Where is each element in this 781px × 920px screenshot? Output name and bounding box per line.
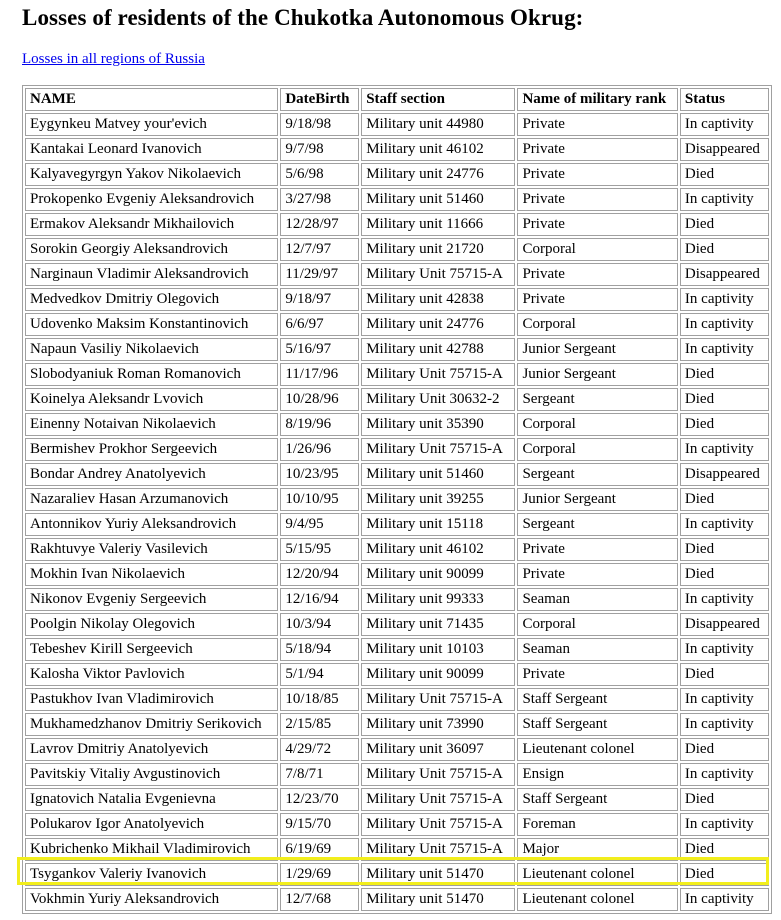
- header-status: Status: [680, 88, 769, 111]
- cell-name: Ignatovich Natalia Evgenievna: [25, 788, 278, 811]
- table-row: [25, 488, 769, 511]
- table-row: [25, 563, 769, 586]
- cell-military-rank: Sergeant: [517, 463, 677, 486]
- cell-military-rank: Seaman: [517, 638, 677, 661]
- cell-date-birth: 1/29/69: [280, 863, 359, 886]
- header-staff-section: Staff section: [361, 88, 515, 111]
- cell-name: Medvedkov Dmitriy Olegovich: [25, 288, 278, 311]
- cell-status: In captivity: [680, 813, 769, 836]
- cell-military-rank: Corporal: [517, 238, 677, 261]
- table-row: [25, 713, 769, 736]
- losses-table: [22, 85, 772, 914]
- cell-staff-section: Military unit 90099: [361, 563, 515, 586]
- cell-status: Died: [680, 738, 769, 761]
- cell-military-rank: Staff Sergeant: [517, 688, 677, 711]
- cell-military-rank: Corporal: [517, 613, 677, 636]
- cell-name: Ermakov Aleksandr Mikhailovich: [25, 213, 278, 236]
- cell-date-birth: 7/8/71: [280, 763, 359, 786]
- cell-military-rank: Private: [517, 113, 677, 136]
- table-row: [25, 763, 769, 786]
- cell-staff-section: Military unit 21720: [361, 238, 515, 261]
- cell-date-birth: 8/19/96: [280, 413, 359, 436]
- cell-status: Disappeared: [680, 263, 769, 286]
- cell-name: Kubrichenko Mikhail Vladimirovich: [25, 838, 278, 861]
- cell-name: Kalyavegyrgyn Yakov Nikolaevich: [25, 163, 278, 186]
- table-row: [25, 438, 769, 461]
- cell-staff-section: Military unit 24776: [361, 313, 515, 336]
- cell-military-rank: Private: [517, 263, 677, 286]
- cell-military-rank: Corporal: [517, 413, 677, 436]
- cell-staff-section: Military unit 39255: [361, 488, 515, 511]
- cell-status: In captivity: [680, 513, 769, 536]
- table-body: [25, 113, 769, 911]
- cell-date-birth: 10/23/95: [280, 463, 359, 486]
- cell-name: Eygynkeu Matvey your'evich: [25, 113, 278, 136]
- cell-status: Disappeared: [680, 613, 769, 636]
- cell-military-rank: Private: [517, 538, 677, 561]
- cell-status: In captivity: [680, 313, 769, 336]
- cell-military-rank: Private: [517, 138, 677, 161]
- cell-date-birth: 12/7/97: [280, 238, 359, 261]
- cell-date-birth: 11/29/97: [280, 263, 359, 286]
- cell-military-rank: Lieutenant colonel: [517, 738, 677, 761]
- table-row: [25, 788, 769, 811]
- cell-name: Slobodyaniuk Roman Romanovich: [25, 363, 278, 386]
- cell-staff-section: Military unit 42838: [361, 288, 515, 311]
- cell-military-rank: Staff Sergeant: [517, 713, 677, 736]
- cell-status: Died: [680, 363, 769, 386]
- table-row: [25, 613, 769, 636]
- table-row: [25, 888, 769, 911]
- table-row: [25, 288, 769, 311]
- cell-name: Kalosha Viktor Pavlovich: [25, 663, 278, 686]
- cell-status: Died: [680, 863, 769, 886]
- table-row: [25, 863, 769, 886]
- table-row: [25, 238, 769, 261]
- table-row: [25, 688, 769, 711]
- table-row: [25, 138, 769, 161]
- table-row: [25, 363, 769, 386]
- cell-date-birth: 10/18/85: [280, 688, 359, 711]
- cell-name: Poolgin Nikolay Olegovich: [25, 613, 278, 636]
- cell-date-birth: 5/6/98: [280, 163, 359, 186]
- cell-military-rank: Junior Sergeant: [517, 363, 677, 386]
- cell-staff-section: Military Unit 75715-A: [361, 763, 515, 786]
- cell-military-rank: Foreman: [517, 813, 677, 836]
- cell-status: Died: [680, 838, 769, 861]
- header-military-rank: Name of military rank: [517, 88, 677, 111]
- cell-military-rank: Junior Sergeant: [517, 338, 677, 361]
- table-row: [25, 413, 769, 436]
- cell-status: Died: [680, 538, 769, 561]
- cell-staff-section: Military unit 90099: [361, 663, 515, 686]
- cell-military-rank: Private: [517, 188, 677, 211]
- table-row: [25, 588, 769, 611]
- cell-status: In captivity: [680, 638, 769, 661]
- table-row: [25, 838, 769, 861]
- table-row: [25, 463, 769, 486]
- cell-date-birth: 9/18/97: [280, 288, 359, 311]
- cell-military-rank: Lieutenant colonel: [517, 888, 677, 911]
- cell-status: Died: [680, 213, 769, 236]
- cell-staff-section: Military unit 44980: [361, 113, 515, 136]
- cell-date-birth: 4/29/72: [280, 738, 359, 761]
- cell-staff-section: Military unit 42788: [361, 338, 515, 361]
- cell-name: Rakhtuvye Valeriy Vasilevich: [25, 538, 278, 561]
- cell-name: Vokhmin Yuriy Aleksandrovich: [25, 888, 278, 911]
- cell-date-birth: 5/15/95: [280, 538, 359, 561]
- cell-date-birth: 9/7/98: [280, 138, 359, 161]
- cell-staff-section: Military Unit 75715-A: [361, 813, 515, 836]
- cell-military-rank: Ensign: [517, 763, 677, 786]
- cell-military-rank: Junior Sergeant: [517, 488, 677, 511]
- cell-staff-section: Military unit 46102: [361, 138, 515, 161]
- cell-name: Prokopenko Evgeniy Aleksandrovich: [25, 188, 278, 211]
- cell-staff-section: Military unit 99333: [361, 588, 515, 611]
- cell-date-birth: 12/28/97: [280, 213, 359, 236]
- cell-name: Udovenko Maksim Konstantinovich: [25, 313, 278, 336]
- cell-military-rank: Lieutenant colonel: [517, 863, 677, 886]
- cell-military-rank: Sergeant: [517, 513, 677, 536]
- cell-name: Sorokin Georgiy Aleksandrovich: [25, 238, 278, 261]
- cell-name: Tsygankov Valeriy Ivanovich: [25, 863, 278, 886]
- cell-status: Died: [680, 413, 769, 436]
- cell-status: Disappeared: [680, 138, 769, 161]
- table-row: [25, 388, 769, 411]
- cell-staff-section: Military Unit 75715-A: [361, 838, 515, 861]
- cell-status: Died: [680, 663, 769, 686]
- cell-staff-section: Military Unit 75715-A: [361, 438, 515, 461]
- cell-staff-section: Military Unit 75715-A: [361, 363, 515, 386]
- cell-status: Died: [680, 163, 769, 186]
- cell-date-birth: 5/1/94: [280, 663, 359, 686]
- table-header-row: [25, 88, 769, 111]
- cell-date-birth: 10/28/96: [280, 388, 359, 411]
- cell-date-birth: 11/17/96: [280, 363, 359, 386]
- cell-date-birth: 1/26/96: [280, 438, 359, 461]
- cell-status: Died: [680, 488, 769, 511]
- table-row: [25, 213, 769, 236]
- table-row: [25, 813, 769, 836]
- cell-staff-section: Military unit 11666: [361, 213, 515, 236]
- cell-date-birth: 3/27/98: [280, 188, 359, 211]
- table-row: [25, 513, 769, 536]
- cell-status: In captivity: [680, 888, 769, 911]
- cell-military-rank: Private: [517, 213, 677, 236]
- table-row: [25, 263, 769, 286]
- cell-date-birth: 10/3/94: [280, 613, 359, 636]
- table-row: [25, 738, 769, 761]
- cell-name: Mokhin Ivan Nikolaevich: [25, 563, 278, 586]
- header-name: NAME: [25, 88, 278, 111]
- cell-name: Narginaun Vladimir Aleksandrovich: [25, 263, 278, 286]
- cell-status: In captivity: [680, 338, 769, 361]
- header-date-birth: DateBirth: [280, 88, 359, 111]
- table-row: [25, 313, 769, 336]
- cell-status: In captivity: [680, 763, 769, 786]
- cell-status: Disappeared: [680, 463, 769, 486]
- cell-date-birth: 10/10/95: [280, 488, 359, 511]
- cell-name: Polukarov Igor Anatolyevich: [25, 813, 278, 836]
- cell-status: Died: [680, 788, 769, 811]
- cell-staff-section: Military unit 51470: [361, 863, 515, 886]
- cell-name: Einenny Notaivan Nikolaevich: [25, 413, 278, 436]
- cell-military-rank: Seaman: [517, 588, 677, 611]
- cell-staff-section: Military unit 15118: [361, 513, 515, 536]
- page-title: Losses of residents of the Chukotka Autonomous Okrug:: [22, 5, 584, 30]
- cell-name: Koinelya Aleksandr Lvovich: [25, 388, 278, 411]
- cell-military-rank: Major: [517, 838, 677, 861]
- cell-status: In captivity: [680, 713, 769, 736]
- cell-staff-section: Military unit 10103: [361, 638, 515, 661]
- cell-date-birth: 12/7/68: [280, 888, 359, 911]
- cell-date-birth: 12/20/94: [280, 563, 359, 586]
- cell-staff-section: Military Unit 30632-2: [361, 388, 515, 411]
- cell-staff-section: Military unit 51460: [361, 463, 515, 486]
- cell-military-rank: Corporal: [517, 313, 677, 336]
- cell-date-birth: 5/18/94: [280, 638, 359, 661]
- cell-date-birth: 9/15/70: [280, 813, 359, 836]
- cell-military-rank: Private: [517, 288, 677, 311]
- table-row: [25, 663, 769, 686]
- table-row: [25, 638, 769, 661]
- cell-staff-section: Military Unit 75715-A: [361, 788, 515, 811]
- cell-status: Died: [680, 388, 769, 411]
- cell-date-birth: 6/19/69: [280, 838, 359, 861]
- cell-name: Nazaraliev Hasan Arzumanovich: [25, 488, 278, 511]
- cell-name: Pastukhov Ivan Vladimirovich: [25, 688, 278, 711]
- cell-date-birth: 6/6/97: [280, 313, 359, 336]
- table-row: [25, 538, 769, 561]
- cell-date-birth: 2/15/85: [280, 713, 359, 736]
- cell-military-rank: Private: [517, 663, 677, 686]
- cell-name: Kantakai Leonard Ivanovich: [25, 138, 278, 161]
- cell-status: In captivity: [680, 588, 769, 611]
- table-row: [25, 188, 769, 211]
- cell-name: Mukhamedzhanov Dmitriy Serikovich: [25, 713, 278, 736]
- cell-status: In captivity: [680, 438, 769, 461]
- cell-status: In captivity: [680, 113, 769, 136]
- cell-military-rank: Staff Sergeant: [517, 788, 677, 811]
- cell-status: In captivity: [680, 688, 769, 711]
- cell-status: Died: [680, 238, 769, 261]
- cell-staff-section: Military unit 71435: [361, 613, 515, 636]
- cell-date-birth: 12/16/94: [280, 588, 359, 611]
- cell-date-birth: 5/16/97: [280, 338, 359, 361]
- cell-status: Died: [680, 563, 769, 586]
- cell-name: Napaun Vasiliy Nikolaevich: [25, 338, 278, 361]
- cell-staff-section: Military unit 24776: [361, 163, 515, 186]
- cell-staff-section: Military unit 36097: [361, 738, 515, 761]
- cell-name: Nikonov Evgeniy Sergeevich: [25, 588, 278, 611]
- cell-date-birth: 9/4/95: [280, 513, 359, 536]
- cell-staff-section: Military Unit 75715-A: [361, 263, 515, 286]
- cell-staff-section: Military unit 51470: [361, 888, 515, 911]
- cell-date-birth: 12/23/70: [280, 788, 359, 811]
- cell-name: Antonnikov Yuriy Aleksandrovich: [25, 513, 278, 536]
- cell-staff-section: Military unit 73990: [361, 713, 515, 736]
- cell-name: Bermishev Prokhor Sergeevich: [25, 438, 278, 461]
- cell-military-rank: Private: [517, 563, 677, 586]
- cell-name: Lavrov Dmitriy Anatolyevich: [25, 738, 278, 761]
- cell-staff-section: Military Unit 75715-A: [361, 688, 515, 711]
- table-row: [25, 163, 769, 186]
- cell-staff-section: Military unit 46102: [361, 538, 515, 561]
- cell-date-birth: 9/18/98: [280, 113, 359, 136]
- cell-name: Bondar Andrey Anatolyevich: [25, 463, 278, 486]
- cell-staff-section: Military unit 35390: [361, 413, 515, 436]
- cell-military-rank: Private: [517, 163, 677, 186]
- all-regions-link[interactable]: Losses in all regions of Russia: [22, 51, 205, 67]
- cell-status: In captivity: [680, 188, 769, 211]
- cell-military-rank: Sergeant: [517, 388, 677, 411]
- cell-status: In captivity: [680, 288, 769, 311]
- table-row: [25, 338, 769, 361]
- cell-name: Pavitskiy Vitaliy Avgustinovich: [25, 763, 278, 786]
- table-row: [25, 113, 769, 136]
- cell-name: Tebeshev Kirill Sergeevich: [25, 638, 278, 661]
- cell-military-rank: Corporal: [517, 438, 677, 461]
- cell-staff-section: Military unit 51460: [361, 188, 515, 211]
